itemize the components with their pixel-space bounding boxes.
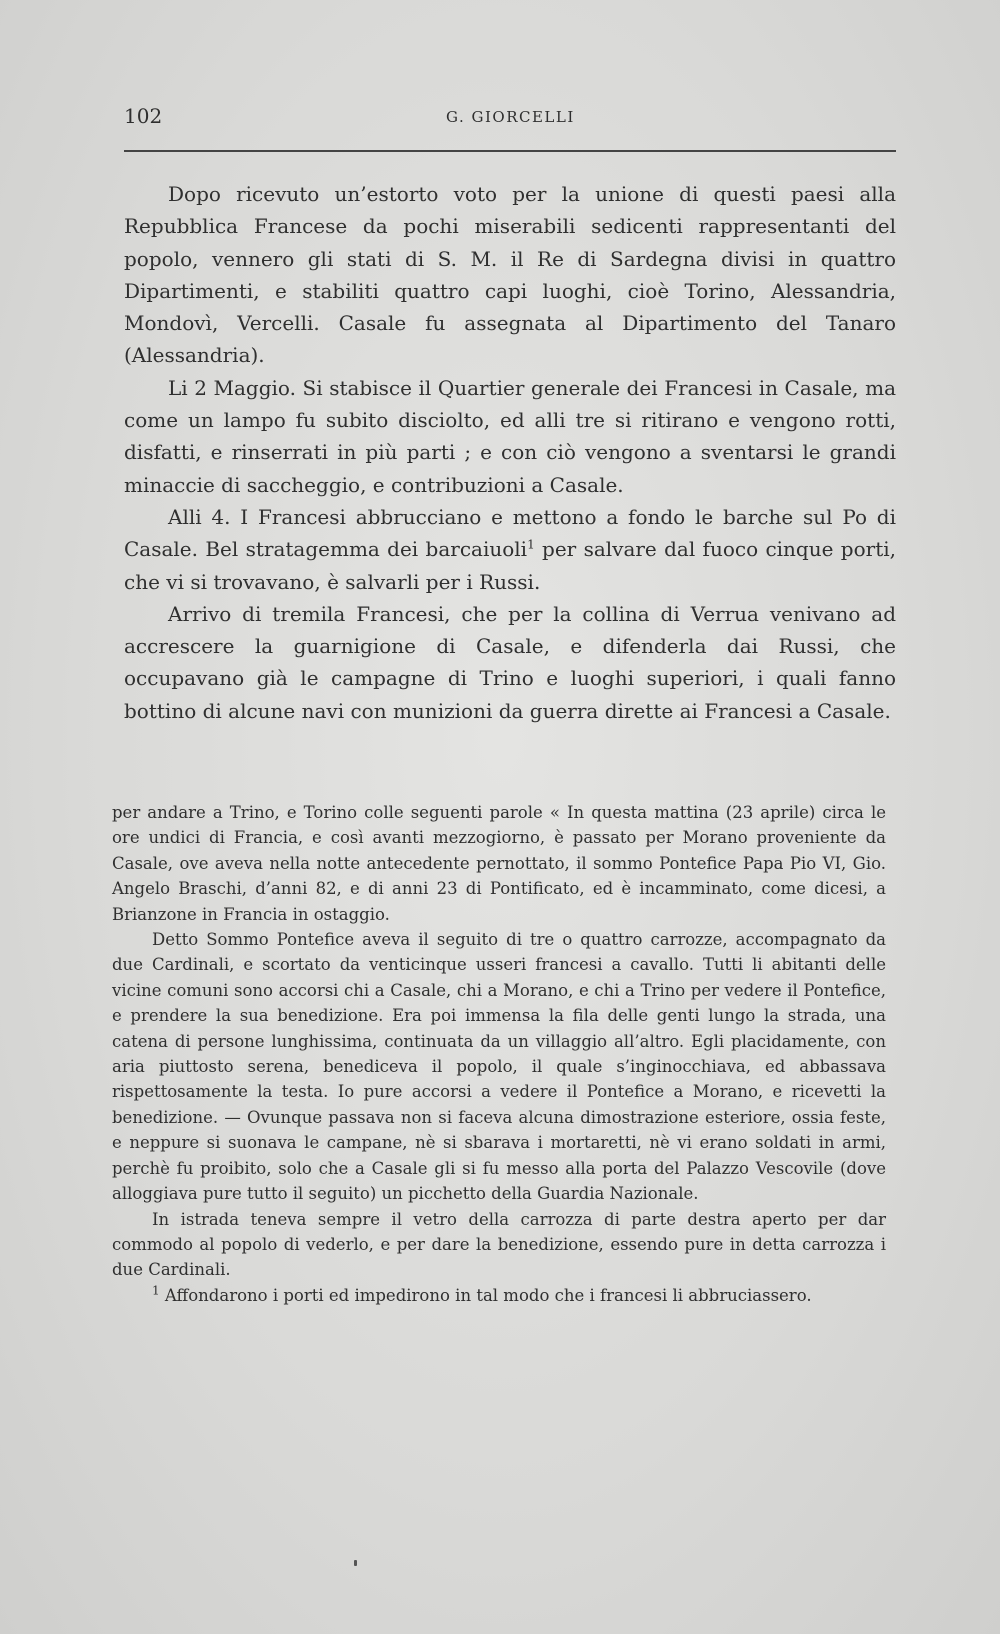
body-paragraph [124,501,896,598]
footnote-mark: 1 [152,1283,160,1298]
paper-speck [354,1560,357,1566]
running-head: G. GIORCELLI [446,108,575,126]
note-paragraph: In istrada teneva sempre il vetro della carrozza di parte destra aperto per dar commodo al popolo di vederlo, e per dare la benedizione, essendo pure in detta carrozza i due Cardinali. [112,1209,886,1280]
notes-section [112,800,886,1308]
body-paragraph: Dopo ricevuto un’estorto voto per la unione di questi paesi alla Repubblica Francese da pochi miserabili sedicenti rappresentanti del popolo, vennero gli stati di S. M. il Re di Sardegna divisi in quattro Dipartimenti, e stabiliti quattro capi luoghi, cioè Torino, Alessandria, Mondovì, Vercelli. Casale fu assegnata al Dipartimento del Tanaro (Alessandria). [124,182,896,368]
main-text [124,178,896,727]
body-text-span: per salvare dal fuoco cinque porti, che vi si trovavano, è salvarli per i Russi. [124,537,896,594]
body-paragraph: Arrivo di tremila Francesi, che per la collina di Verrua venivano ad accrescere la guarnigione di Casale, e difenderla dai Russi, che occupavano già le campagne di Trino e luoghi superiori, i quali fanno bottino di alcune navi con munizioni da guerra dirette ai Francesi a Casale. [124,601,896,723]
note-paragraph: per andare a Trino, e Torino colle seguenti parole « In questa mattina (23 aprile) circa le ore undici di Francia, e così avanti mezzogiorno, è passato per Morano proveniente da Casale, ove aveva nella notte antecedente pernottato, il sommo Pontefice Papa Pio VI, Gio. Angelo Braschi, d’anni 82, e di anni 23 di Pontificato, ed è incamminato, come dicesi, a Brianzone in Francia in ostaggio. [112,803,886,924]
footnote-reference: 1 [527,537,535,552]
body-text-span: Alli 4. I Francesi abbrucciano e mettono a fondo le barche sul Po di Casale. Bel stratagemma dei barcaiuoli [124,504,896,562]
header-rule [124,150,896,152]
page-header [124,104,896,134]
footnote [112,1283,886,1308]
footnote-text: Affondarono i porti ed impedirono in tal modo che i francesi li abbruciassero. [159,1285,812,1305]
body-paragraph: Li 2 Maggio. Si stabisce il Quartier generale dei Francesi in Casale, ma come un lampo fu subito disciolto, ed alli tre si ritirano e vengono rotti, disfatti, e rinserrati in più parti ; e con ciò vengono a sventarsi le grandi minaccie di saccheggio, e contribuzioni a Casale. [124,375,896,497]
note-paragraph: Detto Sommo Pontefice aveva il seguito di tre o quattro carrozze, accompagnato da due Cardinali, e scortato da venticinque usseri francesi a cavallo. Tutti li abitanti delle vicine comuni sono accorsi chi a Casale, chi a Morano, e chi a Trino per vedere il Pontefice, e prendere la sua benedizione. Era poi immensa la fila delle genti lungo la strada, una catena di persone lunghissima, continuata da un villaggio all’altro. Egli placidamente, con aria piuttosto serena, benediceva il popolo, il quale s’inginocchiava, ed abbassava rispettosamente la testa. Io pure accorsi a vedere il Pontefice a Morano, e ricevetti la benedizione. — Ovunque passava non si faceva alcuna dimostrazione esteriore, ossia feste, e neppure si suonava le campane, nè si sbarava i mortaretti, nè vi erano soldati in armi, perchè fu proibito, solo che a Casale gli si fu messo alla porta del Palazzo Vescovile (dove alloggiava pure tutto il seguito) un picchetto della Guardia Nazionale. [112,930,886,1204]
page-number: 102 [124,104,163,128]
